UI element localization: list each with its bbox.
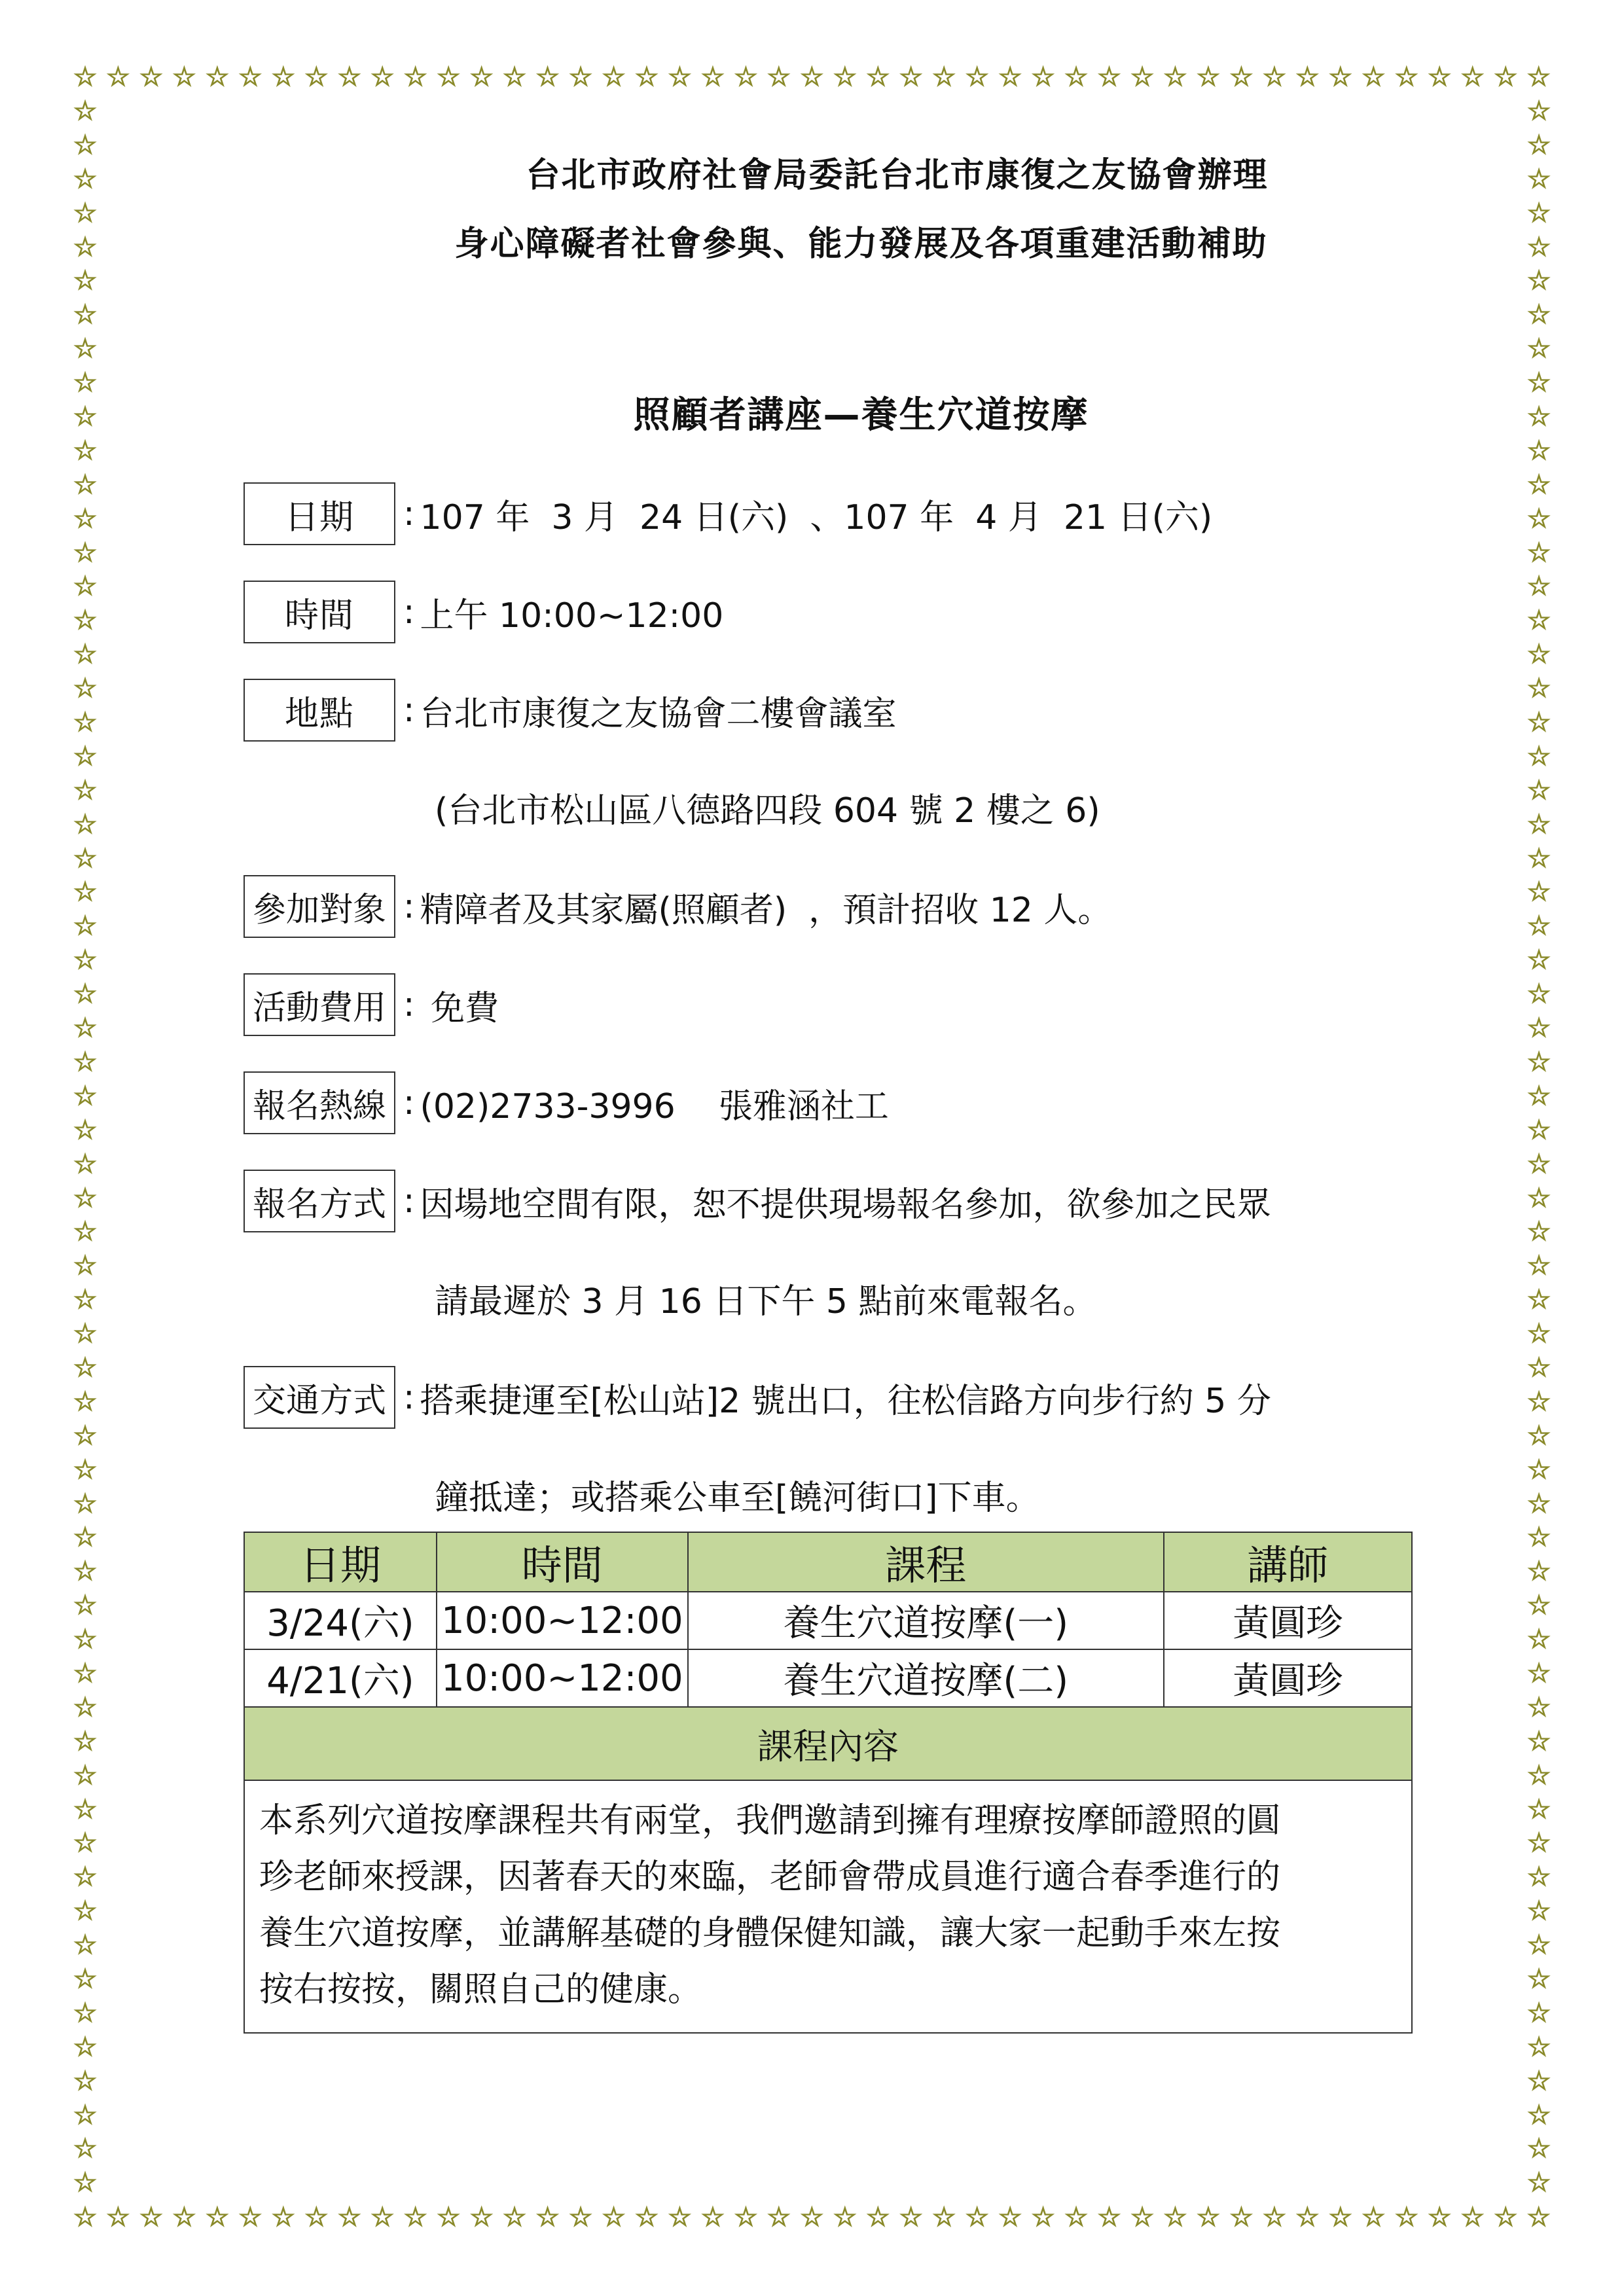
star-icon: ☆: [1262, 2202, 1286, 2233]
star-icon: ☆: [73, 708, 97, 738]
transport-line-2: 鐘抵達；或搭乘公車至[饒河街口]下車。: [435, 1479, 1040, 1518]
star-icon: ☆: [1527, 809, 1551, 840]
column-header-instructor: 講師: [1164, 1532, 1412, 1592]
star-icon: ☆: [73, 1285, 97, 1316]
star-icon: ☆: [73, 1896, 97, 1927]
star-icon: ☆: [1460, 62, 1485, 92]
star-icon: ☆: [1527, 979, 1551, 1010]
colon: :: [403, 1181, 415, 1221]
star-icon: ☆: [998, 2202, 1022, 2233]
star-icon: ☆: [73, 503, 97, 534]
star-icon: ☆: [73, 877, 97, 908]
star-icon: ☆: [73, 673, 97, 704]
star-icon: ☆: [1527, 1828, 1551, 1859]
star-icon: ☆: [668, 2202, 692, 2233]
star-icon: ☆: [932, 2202, 956, 2233]
star-icon: ☆: [73, 911, 97, 942]
star-icon: ☆: [73, 741, 97, 772]
registration-label: 報名方式: [244, 1170, 395, 1232]
cell-date: 3/24(六): [244, 1592, 437, 1649]
star-icon: ☆: [899, 2202, 923, 2233]
star-icon: ☆: [73, 1522, 97, 1553]
star-icon: ☆: [73, 2032, 97, 2062]
column-header-time: 時間: [437, 1532, 688, 1592]
star-icon: ☆: [73, 571, 97, 602]
location-address: (台北市松山區八德路四段 604 號 2 樓之 6): [435, 791, 1100, 831]
star-icon: ☆: [1527, 1794, 1551, 1825]
location-value: 台北市康復之友協會二樓會議室: [420, 694, 897, 734]
star-icon: ☆: [73, 1420, 97, 1451]
star-icon: ☆: [1527, 1658, 1551, 1689]
column-header-course: 課程: [688, 1532, 1164, 1592]
star-icon: ☆: [73, 469, 97, 500]
star-icon: ☆: [1295, 2202, 1320, 2233]
star-icon: ☆: [635, 62, 659, 92]
star-icon: ☆: [403, 62, 427, 92]
star-icon: ☆: [73, 1692, 97, 1723]
cell-course: 養生穴道按摩(二): [688, 1649, 1164, 1707]
star-icon: ☆: [1527, 1251, 1551, 1282]
star-icon: ☆: [1064, 2202, 1088, 2233]
date-value: 107 年 3 月 24 日(六) 、107 年 4 月 21 日(六): [420, 497, 1213, 537]
colon: :: [403, 494, 415, 533]
hotline-value: (02)2733-3996 張雅涵社工: [420, 1086, 889, 1126]
star-icon: ☆: [73, 198, 97, 228]
star-icon: ☆: [73, 232, 97, 262]
star-icon: ☆: [370, 2202, 395, 2233]
star-icon: ☆: [1527, 198, 1551, 228]
star-icon: ☆: [1527, 1013, 1551, 1044]
star-icon: ☆: [1527, 1556, 1551, 1587]
star-icon: ☆: [73, 62, 97, 92]
star-icon: ☆: [1527, 334, 1551, 365]
cell-instructor: 黃圓珍: [1164, 1649, 1412, 1707]
registration-row: [244, 1169, 1271, 1233]
colon: :: [403, 1083, 415, 1122]
colon: :: [403, 1378, 415, 1417]
star-icon: ☆: [271, 62, 295, 92]
table-row: [244, 1649, 1412, 1707]
star-icon: ☆: [73, 402, 97, 433]
star-icon: ☆: [73, 2202, 97, 2233]
star-icon: ☆: [1527, 775, 1551, 806]
star-icon: ☆: [73, 537, 97, 568]
time-row: [244, 580, 723, 644]
location-row: [244, 678, 897, 742]
star-icon: ☆: [73, 1352, 97, 1383]
star-icon: ☆: [1527, 2168, 1551, 2198]
star-icon: ☆: [700, 62, 725, 92]
star-icon: ☆: [1527, 605, 1551, 636]
star-icon: ☆: [1526, 2202, 1551, 2233]
content-line: 本系列穴道按摩課程共有兩堂，我們邀請到擁有理療按摩師證照的圓: [259, 1801, 1281, 1840]
star-icon: ☆: [1130, 2202, 1154, 2233]
program-line: 身心障礙者社會參與、能力發展及各項重建活動補助: [454, 224, 1268, 264]
content-body-row: [244, 1780, 1412, 2033]
star-icon: ☆: [1527, 1488, 1551, 1519]
star-icon: ☆: [1527, 1930, 1551, 1961]
star-icon: ☆: [73, 1998, 97, 2028]
star-icon: ☆: [833, 2202, 857, 2233]
star-icon: ☆: [73, 164, 97, 194]
cell-instructor: 黃圓珍: [1164, 1592, 1412, 1649]
star-icon: ☆: [1527, 368, 1551, 399]
star-icon: ☆: [73, 1488, 97, 1519]
star-icon: ☆: [1527, 1352, 1551, 1383]
star-icon: ☆: [1527, 1692, 1551, 1723]
star-icon: ☆: [569, 2202, 592, 2233]
star-icon: ☆: [73, 435, 97, 466]
star-icon: ☆: [73, 1081, 97, 1111]
star-icon: ☆: [1031, 62, 1055, 92]
star-icon: ☆: [172, 62, 196, 92]
star-icon: ☆: [337, 62, 361, 92]
star-icon: ☆: [73, 809, 97, 840]
star-icon: ☆: [437, 2202, 461, 2233]
star-icon: ☆: [1527, 1522, 1551, 1553]
star-icon: ☆: [73, 1386, 97, 1417]
star-icon: ☆: [73, 1013, 97, 1044]
star-icon: ☆: [635, 2202, 659, 2233]
registration-line-1: 因場地空間有限，恕不提供現場報名參加，欲參加之民眾: [420, 1185, 1271, 1225]
star-icon: ☆: [73, 266, 97, 296]
star-icon: ☆: [734, 62, 758, 92]
transport-row: [244, 1365, 1271, 1429]
star-icon: ☆: [139, 62, 163, 92]
star-icon: ☆: [1526, 62, 1551, 92]
star-icon: ☆: [437, 62, 461, 92]
star-icon: ☆: [73, 1658, 97, 1689]
star-icon: ☆: [106, 62, 130, 92]
star-icon: ☆: [602, 2202, 626, 2233]
star-icon: ☆: [73, 775, 97, 806]
star-icon: ☆: [503, 62, 527, 92]
star-border-bottom: [71, 2203, 1553, 2232]
star-icon: ☆: [73, 300, 97, 331]
star-icon: ☆: [73, 979, 97, 1010]
date-row: [244, 482, 1212, 546]
star-icon: ☆: [1527, 2032, 1551, 2062]
star-icon: ☆: [1527, 673, 1551, 704]
star-icon: ☆: [1527, 1964, 1551, 1994]
star-icon: ☆: [767, 2202, 791, 2233]
star-icon: ☆: [73, 1454, 97, 1485]
star-icon: ☆: [337, 2202, 361, 2233]
star-icon: ☆: [1527, 708, 1551, 738]
course-content-body: [244, 1780, 1412, 2033]
star-icon: ☆: [932, 62, 956, 92]
star-icon: ☆: [800, 2202, 824, 2233]
star-icon: ☆: [1295, 62, 1320, 92]
star-icon: ☆: [503, 2202, 527, 2233]
star-icon: ☆: [1527, 232, 1551, 262]
schedule-table: [244, 1532, 1413, 2034]
star-icon: ☆: [1163, 2202, 1187, 2233]
star-icon: ☆: [73, 1828, 97, 1859]
star-icon: ☆: [1527, 1386, 1551, 1417]
star-icon: ☆: [73, 1726, 97, 1757]
fee-value: 免費: [420, 988, 499, 1028]
transport-label: 交通方式: [244, 1366, 395, 1429]
course-content-header: 課程內容: [244, 1707, 1412, 1780]
star-icon: ☆: [734, 2202, 758, 2233]
star-icon: ☆: [1229, 2202, 1254, 2233]
star-icon: ☆: [1527, 1081, 1551, 1111]
star-icon: ☆: [1527, 1726, 1551, 1757]
star-icon: ☆: [1362, 62, 1386, 92]
colon: :: [403, 592, 415, 632]
star-icon: ☆: [73, 2168, 97, 2198]
star-icon: ☆: [800, 62, 824, 92]
star-icon: ☆: [965, 2202, 989, 2233]
star-icon: ☆: [73, 1319, 97, 1350]
star-icon: ☆: [73, 945, 97, 976]
colon: :: [403, 887, 415, 926]
star-icon: ☆: [73, 96, 97, 126]
audience-row: [244, 874, 1111, 939]
star-icon: ☆: [1494, 2202, 1518, 2233]
star-icon: ☆: [1097, 62, 1121, 92]
star-icon: ☆: [1362, 2202, 1386, 2233]
star-border-top: [71, 63, 1553, 92]
star-icon: ☆: [1428, 62, 1452, 92]
star-icon: ☆: [1527, 843, 1551, 874]
star-icon: ☆: [1394, 2202, 1418, 2233]
star-icon: ☆: [1527, 300, 1551, 331]
star-icon: ☆: [1494, 62, 1518, 92]
star-icon: ☆: [106, 2202, 130, 2233]
star-icon: ☆: [73, 334, 97, 365]
star-icon: ☆: [73, 1217, 97, 1247]
star-icon: ☆: [1527, 1217, 1551, 1247]
registration-line-2: 請最遲於 3 月 16 日下午 5 點前來電報名。: [435, 1282, 1097, 1321]
star-icon: ☆: [73, 1862, 97, 1893]
content-line: 珍老師來授課，因著春天的來臨，老師會帶成員進行適合春季進行的: [259, 1857, 1281, 1897]
star-icon: ☆: [73, 1149, 97, 1179]
star-icon: ☆: [73, 130, 97, 160]
star-icon: ☆: [370, 62, 395, 92]
star-icon: ☆: [569, 62, 592, 92]
star-icon: ☆: [1527, 1319, 1551, 1350]
star-icon: ☆: [205, 2202, 229, 2233]
star-icon: ☆: [1527, 96, 1551, 126]
star-icon: ☆: [73, 2100, 97, 2130]
colon: :: [403, 691, 415, 730]
star-icon: ☆: [1031, 2202, 1055, 2233]
star-icon: ☆: [1328, 62, 1352, 92]
star-icon: ☆: [271, 2202, 295, 2233]
star-icon: ☆: [998, 62, 1022, 92]
star-icon: ☆: [403, 2202, 427, 2233]
star-icon: ☆: [1460, 2202, 1485, 2233]
star-icon: ☆: [1527, 435, 1551, 466]
colon: :: [403, 985, 415, 1024]
star-icon: ☆: [1527, 164, 1551, 194]
star-icon: ☆: [1527, 266, 1551, 296]
star-icon: ☆: [139, 2202, 163, 2233]
star-icon: ☆: [73, 1930, 97, 1961]
star-icon: ☆: [73, 2066, 97, 2096]
content-line: 按右按按，關照自己的健康。: [259, 1970, 702, 2009]
star-icon: ☆: [1527, 2100, 1551, 2130]
star-icon: ☆: [535, 62, 560, 92]
star-icon: ☆: [700, 2202, 725, 2233]
date-label: 日期: [244, 482, 395, 545]
star-icon: ☆: [73, 1115, 97, 1145]
organizer-line: 台北市政府社會局委託台北市康復之友協會辦理: [526, 156, 1269, 195]
star-icon: ☆: [1064, 62, 1088, 92]
star-icon: ☆: [1527, 1862, 1551, 1893]
star-icon: ☆: [1428, 2202, 1452, 2233]
location-label: 地點: [244, 679, 395, 742]
fee-row: [244, 973, 499, 1037]
star-icon: ☆: [1527, 639, 1551, 670]
star-icon: ☆: [602, 62, 626, 92]
table-header-row: [244, 1532, 1412, 1592]
event-title: 照顧者講座—養生穴道按摩: [633, 394, 1089, 437]
star-icon: ☆: [73, 1964, 97, 1994]
table-row: [244, 1592, 1412, 1649]
cell-date: 4/21(六): [244, 1649, 437, 1707]
star-icon: ☆: [1197, 2202, 1220, 2233]
star-icon: ☆: [1527, 945, 1551, 976]
star-icon: ☆: [1527, 1149, 1551, 1179]
star-icon: ☆: [1527, 1896, 1551, 1927]
cell-time: 10:00~12:00: [437, 1592, 688, 1649]
star-icon: ☆: [767, 62, 791, 92]
star-icon: ☆: [1229, 62, 1254, 92]
star-icon: ☆: [238, 62, 262, 92]
star-icon: ☆: [1097, 2202, 1121, 2233]
star-icon: ☆: [73, 1047, 97, 1077]
star-icon: ☆: [469, 2202, 494, 2233]
star-icon: ☆: [1527, 1760, 1551, 1791]
star-icon: ☆: [1197, 62, 1220, 92]
star-icon: ☆: [899, 62, 923, 92]
star-icon: ☆: [73, 639, 97, 670]
star-icon: ☆: [1527, 1183, 1551, 1213]
star-icon: ☆: [205, 62, 229, 92]
star-icon: ☆: [1527, 402, 1551, 433]
star-icon: ☆: [1527, 2134, 1551, 2164]
star-icon: ☆: [1527, 877, 1551, 908]
star-icon: ☆: [866, 2202, 890, 2233]
star-icon: ☆: [304, 2202, 329, 2233]
star-icon: ☆: [73, 843, 97, 874]
star-icon: ☆: [1527, 1420, 1551, 1451]
content-header-row: [244, 1707, 1412, 1780]
time-label: 時間: [244, 581, 395, 643]
time-value: 上午 10:00~12:00: [420, 596, 724, 636]
star-icon: ☆: [965, 62, 989, 92]
star-icon: ☆: [1527, 1047, 1551, 1077]
star-icon: ☆: [304, 62, 329, 92]
star-icon: ☆: [73, 1556, 97, 1587]
star-icon: ☆: [172, 2202, 196, 2233]
star-icon: ☆: [1527, 1115, 1551, 1145]
star-icon: ☆: [535, 2202, 560, 2233]
fee-label: 活動費用: [244, 973, 395, 1036]
star-icon: ☆: [1527, 130, 1551, 160]
star-icon: ☆: [73, 1251, 97, 1282]
star-icon: ☆: [73, 605, 97, 636]
star-icon: ☆: [1527, 2066, 1551, 2096]
star-icon: ☆: [1527, 911, 1551, 942]
star-icon: ☆: [1527, 469, 1551, 500]
star-icon: ☆: [833, 62, 857, 92]
content-line: 養生穴道按摩，並講解基礎的身體保健知識，讓大家一起動手來左按: [259, 1914, 1281, 1953]
star-icon: ☆: [1527, 1998, 1551, 2028]
cell-course: 養生穴道按摩(一): [688, 1592, 1164, 1649]
star-icon: ☆: [1527, 741, 1551, 772]
column-header-date: 日期: [244, 1532, 437, 1592]
star-icon: ☆: [1130, 62, 1154, 92]
star-icon: ☆: [668, 62, 692, 92]
star-icon: ☆: [1527, 1624, 1551, 1655]
star-icon: ☆: [73, 1760, 97, 1791]
star-icon: ☆: [73, 368, 97, 399]
star-icon: ☆: [1527, 571, 1551, 602]
star-icon: ☆: [73, 1183, 97, 1213]
star-icon: ☆: [866, 62, 890, 92]
star-icon: ☆: [1527, 1454, 1551, 1485]
hotline-label: 報名熱線: [244, 1071, 395, 1134]
star-icon: ☆: [73, 2134, 97, 2164]
star-icon: ☆: [1262, 62, 1286, 92]
star-icon: ☆: [73, 1624, 97, 1655]
star-icon: ☆: [1394, 62, 1418, 92]
star-icon: ☆: [238, 2202, 262, 2233]
audience-label: 參加對象: [244, 875, 395, 938]
star-icon: ☆: [1527, 503, 1551, 534]
star-icon: ☆: [1527, 1285, 1551, 1316]
audience-value: 精障者及其家屬(照顧者) ，預計招收 12 人。: [420, 890, 1112, 930]
star-icon: ☆: [73, 1590, 97, 1621]
star-icon: ☆: [1527, 537, 1551, 568]
star-icon: ☆: [1328, 2202, 1352, 2233]
star-icon: ☆: [469, 62, 494, 92]
star-icon: ☆: [1163, 62, 1187, 92]
cell-time: 10:00~12:00: [437, 1649, 688, 1707]
hotline-row: [244, 1071, 889, 1135]
transport-line-1: 搭乘捷運至[松山站]2 號出口，往松信路方向步行約 5 分: [420, 1381, 1271, 1421]
star-icon: ☆: [1527, 1590, 1551, 1621]
star-icon: ☆: [73, 1794, 97, 1825]
